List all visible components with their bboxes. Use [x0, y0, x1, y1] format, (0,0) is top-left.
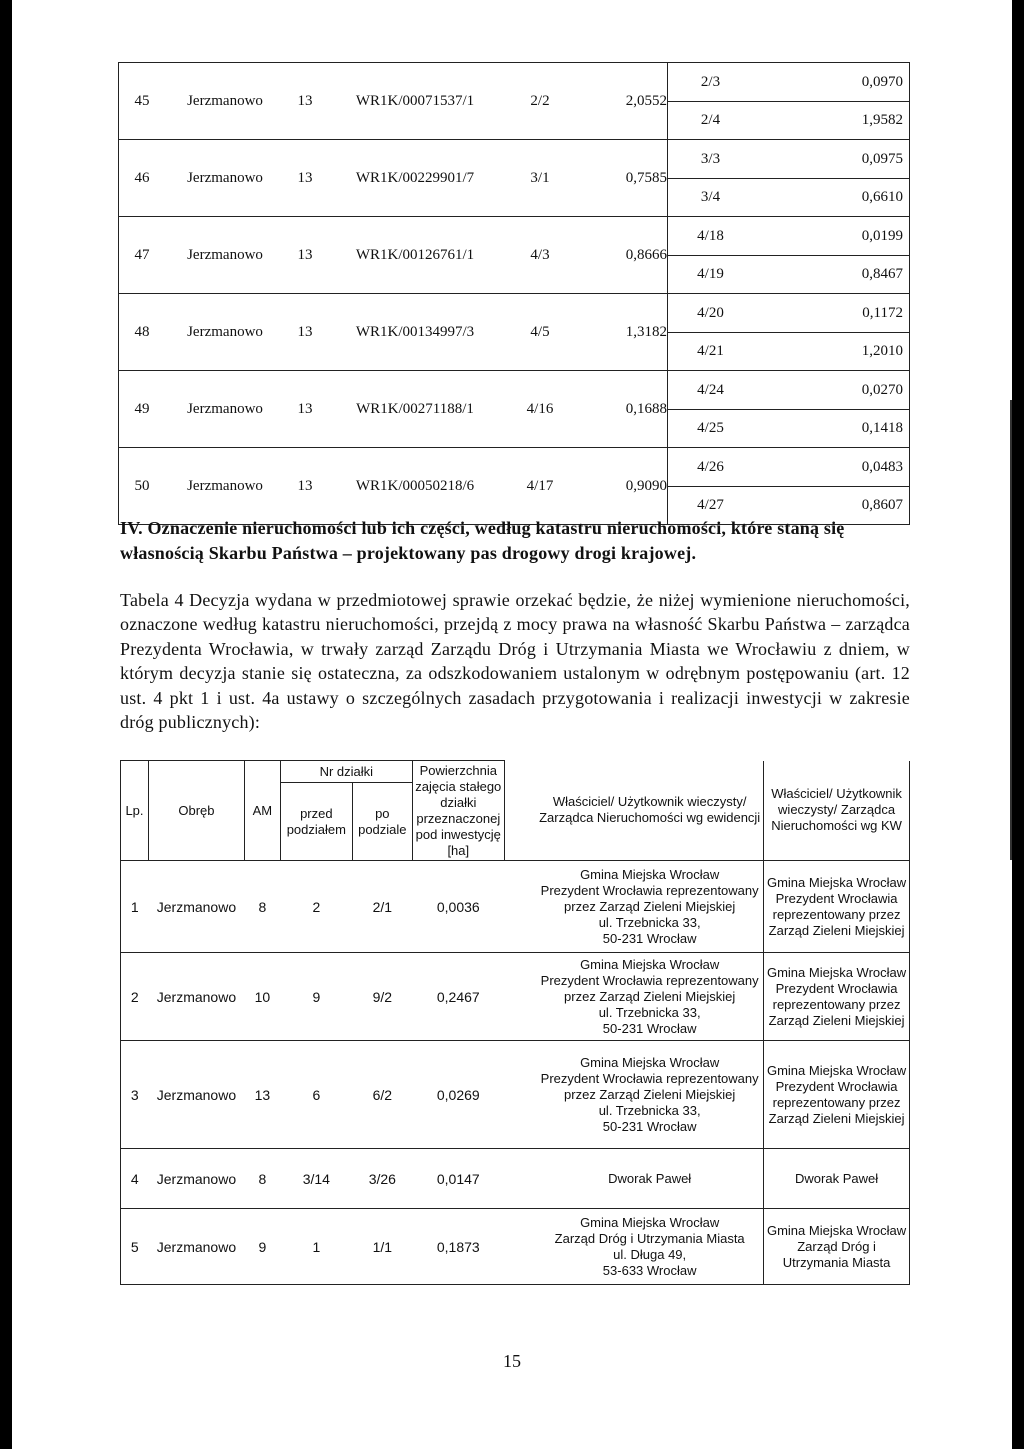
split-row	[668, 409, 909, 447]
cell-obreb: Jerzmanowo	[148, 861, 244, 953]
split-dzialka: 4/21	[697, 342, 724, 359]
split-cell	[668, 372, 909, 410]
table-row	[119, 63, 910, 140]
split-cell	[668, 409, 909, 447]
cell-obreb: Jerzmanowo	[148, 953, 244, 1041]
split-powierzchnia: 0,8607	[861, 496, 903, 513]
parcel-split-cell	[668, 63, 910, 140]
table-row	[121, 1209, 910, 1285]
split-powierzchnia: 0,1172	[862, 304, 903, 321]
split-powierzchnia: 1,2010	[861, 342, 903, 359]
owner-line: ul. Trzebnicka 33,	[598, 914, 701, 930]
row-lp: 48	[134, 323, 150, 340]
row-kw: WR1K/00071537/1	[355, 92, 475, 109]
split-cell	[668, 295, 909, 333]
cell-obreb: Jerzmanowo	[148, 1209, 244, 1285]
parcel-main-grid	[119, 247, 667, 264]
split-dzialka: 4/18	[697, 227, 724, 244]
owner-line: przez Zarząd Zieleni Miejskiej	[564, 988, 736, 1004]
parcel-main-grid	[119, 401, 667, 418]
header-spacer	[504, 761, 536, 861]
cell-wlasciciel-ewidencja	[536, 861, 763, 953]
cell-am: 9	[244, 1209, 280, 1285]
split-powierzchnia: 0,6610	[861, 188, 903, 205]
cell-wlasciciel-kw	[764, 953, 910, 1041]
owner-line: Prezydent Wrocławia	[775, 890, 898, 906]
header-powierzchnia: Powierzchnia zajęcia stałego działki przeznaczonej pod inwestycję [ha]	[412, 761, 504, 861]
owner-line: przez Zarząd Zieleni Miejskiej	[564, 898, 736, 914]
row-obreb: Jerzmanowo	[187, 477, 263, 494]
cell-powierzchnia: 0,0036	[412, 861, 504, 953]
owner-line: Zarząd Zieleni Miejskiej	[768, 1110, 905, 1126]
row-dzialka: 4/16	[526, 400, 554, 417]
cell-wlasciciel-kw	[764, 1041, 910, 1149]
split-cell	[668, 449, 909, 487]
row-powierzchnia: 0,8666	[625, 246, 667, 263]
cell-przed: 9	[280, 953, 352, 1041]
cell-spacer	[504, 953, 536, 1041]
cell-wlasciciel-ewidencja	[536, 953, 763, 1041]
row-kw: WR1K/00126761/1	[355, 246, 475, 263]
cell-przed: 1	[280, 1209, 352, 1285]
table-row	[121, 953, 910, 1041]
owner-line: przez Zarząd Zieleni Miejskiej	[564, 1086, 736, 1102]
split-row	[668, 101, 909, 139]
split-dzialka: 2/3	[700, 73, 721, 90]
row-obreb: Jerzmanowo	[187, 400, 263, 417]
row-dzialka: 4/17	[526, 477, 554, 494]
document-page	[12, 0, 1012, 1449]
split-cell	[668, 332, 909, 370]
cell-wlasciciel-kw	[764, 861, 910, 953]
table-row	[121, 1149, 910, 1209]
split-dzialka: 4/24	[697, 381, 724, 398]
split-powierzchnia: 0,0975	[861, 150, 903, 167]
split-row	[668, 64, 909, 102]
cell-po: 3/26	[352, 1149, 412, 1209]
split-dzialka: 4/19	[697, 265, 724, 282]
row-am: 13	[297, 477, 313, 494]
split-dzialka: 3/3	[700, 150, 721, 167]
split-row	[668, 372, 909, 410]
row-powierzchnia: 0,1688	[625, 400, 667, 417]
cell-powierzchnia: 0,0269	[412, 1041, 504, 1149]
row-powierzchnia: 0,9090	[625, 477, 667, 494]
owner-line: ul. Długa 49,	[613, 1246, 687, 1262]
owner-line: 50-231 Wrocław	[602, 930, 697, 946]
split-dzialka: 3/4	[700, 188, 721, 205]
row-lp: 49	[134, 400, 150, 417]
row-lp: 45	[134, 92, 150, 109]
parcel-main-grid	[119, 478, 667, 495]
split-subtable	[668, 141, 909, 216]
owner-line: Prezydent Wrocławia	[775, 980, 898, 996]
row-obreb: Jerzmanowo	[187, 323, 263, 340]
page-number: 15	[503, 1351, 521, 1371]
row-kw: WR1K/00229901/7	[355, 169, 475, 186]
cell-wlasciciel-ewidencja	[536, 1041, 763, 1149]
owner-line: Prezydent Wrocławia reprezentowany	[540, 972, 759, 988]
parcel-split-cell	[668, 371, 910, 448]
owner-line: Prezydent Wrocławia reprezentowany	[540, 882, 759, 898]
row-am: 13	[297, 92, 313, 109]
split-subtable	[668, 372, 909, 447]
cell-wlasciciel-kw	[764, 1149, 910, 1209]
section-paragraph: Tabela 4 Decyzja wydana w przedmiotowej sprawie orzekać będzie, że niżej wymienione nieruchomości, oznaczone według katastru nieruchomości, przejdą z mocy prawa na własność Skarbu Państwa – zarządca Prezydenta Wrocławia, w trwały zarząd Zarządu Dróg i Utrzymania Miasta we Wrocławiu z dniem, w którym decyzja stanie się ostateczna, za odszkodowaniem ustalonym w odrębnym postępowaniu (art. 12 ust. 4 pkt 1 i ust. 4a ustawy o szczególnych zasadach przygotowania i realizacji inwestycji w zakresie dróg publicznych):	[120, 590, 910, 733]
row-kw: WR1K/00050218/6	[355, 477, 475, 494]
row-powierzchnia: 0,7585	[625, 169, 667, 186]
split-dzialka: 4/26	[697, 458, 724, 475]
header-po: po podziale	[352, 783, 412, 861]
split-subtable	[668, 64, 909, 139]
split-row	[668, 255, 909, 293]
owner-line: Gmina Miejska Wrocław	[580, 1054, 720, 1070]
cell-am: 13	[244, 1041, 280, 1149]
owner-line: Gmina Miejska Wrocław	[580, 956, 720, 972]
row-obreb: Jerzmanowo	[187, 169, 263, 186]
split-row	[668, 141, 909, 179]
parcel-table-4	[120, 760, 910, 1285]
cell-am: 8	[244, 1149, 280, 1209]
table-row	[119, 371, 910, 448]
parcel-main-cell	[119, 63, 668, 140]
parcel-main-grid	[119, 324, 667, 341]
owner-line: reprezentowany przez	[772, 996, 901, 1012]
cell-spacer	[504, 1149, 536, 1209]
parcel-main-grid	[119, 93, 667, 110]
owner-line: Gmina Miejska Wrocław	[580, 866, 720, 882]
cell-przed: 6	[280, 1041, 352, 1149]
cell-spacer	[504, 861, 536, 953]
section-heading: IV. Oznaczenie nieruchomości lub ich części, według katastru nieruchomości, które staną się własnością Skarbu Państwa – projektowany pas drogowy drogi krajowej.	[120, 518, 845, 563]
owner-line: Dworak Paweł	[608, 1170, 692, 1186]
row-lp: 47	[134, 246, 150, 263]
split-cell	[668, 141, 909, 179]
parcel-split-cell	[668, 140, 910, 217]
cell-powierzchnia: 0,0147	[412, 1149, 504, 1209]
row-am: 13	[297, 169, 313, 186]
split-powierzchnia: 0,0270	[861, 381, 903, 398]
split-cell	[668, 178, 909, 216]
parcel-main-cell	[119, 217, 668, 294]
owner-line: 53-633 Wrocław	[602, 1262, 697, 1278]
cell-lp: 1	[121, 861, 149, 953]
split-subtable	[668, 449, 909, 524]
split-row	[668, 449, 909, 487]
split-powierzchnia: 0,0199	[861, 227, 903, 244]
parcel-main-cell	[119, 371, 668, 448]
cell-spacer	[504, 1209, 536, 1285]
table-row	[119, 294, 910, 371]
owner-line: Gmina Miejska Wrocław	[766, 1062, 907, 1078]
parcel-table-continued	[118, 62, 910, 525]
owner-line: Dworak Paweł	[795, 1170, 879, 1186]
row-powierzchnia: 2,0552	[625, 92, 667, 109]
owner-line: Gmina Miejska Wrocław	[766, 964, 907, 980]
split-dzialka: 4/25	[697, 419, 724, 436]
owner-line: Gmina Miejska Wrocław	[580, 1214, 720, 1230]
owner-line: 50-231 Wrocław	[602, 1118, 697, 1134]
split-powierzchnia: 0,1418	[861, 419, 903, 436]
cell-obreb: Jerzmanowo	[148, 1149, 244, 1209]
parcel-main-cell	[119, 294, 668, 371]
table-row	[121, 1041, 910, 1149]
cell-am: 10	[244, 953, 280, 1041]
owner-line: 50-231 Wrocław	[602, 1020, 697, 1036]
cell-am: 8	[244, 861, 280, 953]
owner-line: Zarząd Dróg i Utrzymania Miasta	[554, 1230, 745, 1246]
cell-powierzchnia: 0,1873	[412, 1209, 504, 1285]
owner-line: reprezentowany przez	[772, 1094, 901, 1110]
split-row	[668, 295, 909, 333]
split-subtable	[668, 295, 909, 370]
owner-line: Gmina Miejska Wrocław	[766, 1222, 907, 1238]
row-obreb: Jerzmanowo	[187, 92, 263, 109]
cell-przed: 3/14	[280, 1149, 352, 1209]
row-am: 13	[297, 323, 313, 340]
cell-powierzchnia: 0,2467	[412, 953, 504, 1041]
table-row	[119, 140, 910, 217]
row-dzialka: 4/3	[530, 246, 550, 263]
split-dzialka: 4/27	[697, 496, 724, 513]
split-powierzchnia: 0,0483	[861, 458, 903, 475]
split-row	[668, 178, 909, 216]
split-cell	[668, 101, 909, 139]
owner-line: ul. Trzebnicka 33,	[598, 1004, 701, 1020]
split-powierzchnia: 0,0970	[861, 73, 903, 90]
table-row	[119, 217, 910, 294]
owner-line: Prezydent Wrocławia	[775, 1078, 898, 1094]
owner-line: reprezentowany przez	[772, 906, 901, 922]
cell-spacer	[504, 1041, 536, 1149]
owner-line: Utrzymania Miasta	[782, 1254, 891, 1270]
cell-po: 1/1	[352, 1209, 412, 1285]
cell-lp: 2	[121, 953, 149, 1041]
cell-lp: 5	[121, 1209, 149, 1285]
parcel-split-cell	[668, 448, 910, 525]
header-nr-dzialki: Nr działki	[280, 761, 412, 783]
split-dzialka: 4/20	[697, 304, 724, 321]
row-dzialka: 3/1	[530, 169, 550, 186]
owner-line: ul. Trzebnicka 33,	[598, 1102, 701, 1118]
cell-po: 2/1	[352, 861, 412, 953]
cell-po: 9/2	[352, 953, 412, 1041]
header-am: AM	[244, 761, 280, 861]
row-kw: WR1K/00271188/1	[356, 400, 474, 417]
owner-line: Zarząd Zieleni Miejskiej	[768, 1012, 905, 1028]
row-am: 13	[297, 246, 313, 263]
cell-wlasciciel-ewidencja	[536, 1209, 763, 1285]
split-cell	[668, 218, 909, 256]
owner-line: Prezydent Wrocławia reprezentowany	[540, 1070, 759, 1086]
header-wlasciciel-ewidencja: Właściciel/ Użytkownik wieczysty/ Zarządca Nieruchomości wg ewidencji	[536, 761, 763, 861]
parcel-split-cell	[668, 217, 910, 294]
parcel-split-cell	[668, 294, 910, 371]
split-cell	[668, 255, 909, 293]
split-cell	[668, 64, 909, 102]
header-obreb: Obręb	[148, 761, 244, 861]
cell-obreb: Jerzmanowo	[148, 1041, 244, 1149]
parcel-main-cell	[119, 448, 668, 525]
row-kw: WR1K/00134997/3	[355, 323, 475, 340]
split-row	[668, 218, 909, 256]
row-am: 13	[297, 400, 313, 417]
cell-wlasciciel-ewidencja	[536, 1149, 763, 1209]
cell-lp: 3	[121, 1041, 149, 1149]
cell-po: 6/2	[352, 1041, 412, 1149]
row-obreb: Jerzmanowo	[187, 246, 263, 263]
split-powierzchnia: 1,9582	[861, 111, 903, 128]
header-wlasciciel-kw: Właściciel/ Użytkownik wieczysty/ Zarządca Nieruchomości wg KW	[764, 761, 910, 861]
cell-wlasciciel-kw	[764, 1209, 910, 1285]
table-row	[121, 861, 910, 953]
owner-line: Zarząd Dróg i	[797, 1238, 876, 1254]
split-row	[668, 332, 909, 370]
table-row	[119, 448, 910, 525]
parcel-main-cell	[119, 140, 668, 217]
owner-line: Zarząd Zieleni Miejskiej	[768, 922, 905, 938]
scan-edge-line	[1010, 400, 1012, 860]
parcel-main-grid	[119, 170, 667, 187]
header-przed: przed podziałem	[280, 783, 352, 861]
row-dzialka: 2/2	[530, 92, 550, 109]
split-dzialka: 2/4	[700, 111, 721, 128]
row-lp: 50	[134, 477, 150, 494]
cell-lp: 4	[121, 1149, 149, 1209]
owner-line: Gmina Miejska Wrocław	[766, 874, 907, 890]
split-subtable	[668, 218, 909, 293]
row-lp: 46	[134, 169, 150, 186]
row-powierzchnia: 1,3182	[625, 323, 667, 340]
header-lp: Lp.	[121, 761, 149, 861]
split-powierzchnia: 0,8467	[861, 265, 903, 282]
cell-przed: 2	[280, 861, 352, 953]
row-dzialka: 4/5	[530, 323, 550, 340]
